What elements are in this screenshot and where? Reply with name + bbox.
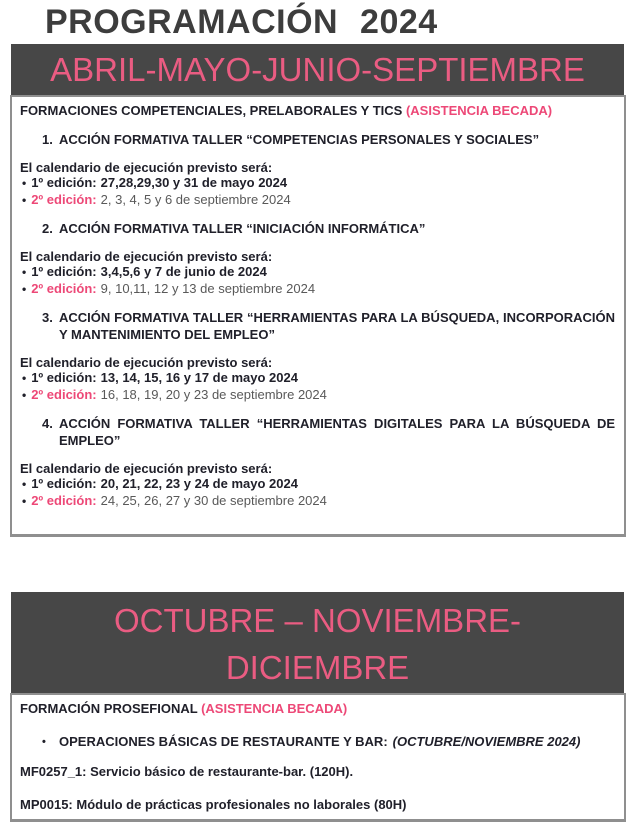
- item-3-edition1-dates: 13, 14, 15, 16 y 17 de mayo 2024: [100, 370, 298, 385]
- item-1-calendar-intro: El calendario de ejecución previsto será:: [20, 160, 273, 175]
- item-2-calendar-intro: El calendario de ejecución previsto será:: [20, 249, 273, 264]
- module-line-mf0257: MF0257_1: Servicio básico de restaurante-bar. (120H).: [20, 764, 354, 779]
- item-4-title: ACCIÓN FORMATIVA TALLER “HERRAMIENTAS DIGITALES PARA LA BÚSQUEDA DE EMPLEO”: [59, 416, 615, 448]
- item-3-edition2-line: [20, 387, 616, 404]
- item-4-calendar-intro: El calendario de ejecución previsto será:: [20, 461, 273, 476]
- item-2-edition2-label: 2º edición:: [31, 280, 97, 296]
- bullet-icon: •: [22, 477, 27, 491]
- section2-box: [10, 693, 626, 822]
- item-2-edition1-line: [20, 264, 616, 281]
- module-line-mp0015: MP0015: Módulo de prácticas profesionales no laborales (80H): [20, 797, 407, 812]
- formative-action-item-2: [20, 220, 616, 297]
- section1-box: [10, 95, 626, 537]
- section2-asistencia-badge: (ASISTENCIA BECADA): [201, 701, 348, 716]
- item-4-edition1-label: 1º edición:: [31, 476, 97, 491]
- item-3-calendar-intro: El calendario de ejecución previsto será:: [20, 355, 273, 370]
- item-3-edition2-dates: 16, 18, 19, 20 y 23 de septiembre 2024: [100, 386, 327, 402]
- formative-action-item-1: [20, 131, 616, 208]
- item-4-edition2-line: [20, 493, 616, 510]
- item-1-number: 1.: [42, 132, 53, 147]
- section1-banner: [11, 44, 624, 95]
- item-3-title: ACCIÓN FORMATIVA TALLER “HERRAMIENTAS PARA LA BÚSQUEDA, INCORPORACIÓN Y MANTENIMIENTO DEL EMPLEO”: [59, 310, 615, 342]
- item-1-edition2-line: [20, 192, 616, 209]
- item-1-title: ACCIÓN FORMATIVA TALLER “COMPETENCIAS PERSONALES Y SOCIALES”: [59, 132, 540, 147]
- item-2-edition2-line: [20, 281, 616, 298]
- formative-action-item-3: [20, 309, 616, 403]
- item-2-edition1-label: 1º edición:: [31, 264, 97, 279]
- section1-banner-label: ABRIL-MAYO-JUNIO-SEPTIEMBRE: [50, 51, 585, 88]
- bullet-icon: •: [22, 192, 27, 207]
- course-dates: (OCTUBRE/NOVIEMBRE 2024): [392, 734, 581, 749]
- item-2-title: ACCIÓN FORMATIVA TALLER “INICIACIÓN INFORMÁTICA”: [59, 221, 426, 236]
- item-4-edition1-dates: 20, 21, 22, 23 y 24 de mayo 2024: [100, 476, 298, 491]
- item-4-title-row: [42, 415, 616, 449]
- item-1-edition1-dates: 27,28,29,30 y 31 de mayo 2024: [100, 175, 288, 190]
- formative-action-item-4: [20, 415, 616, 509]
- section2-header-text: FORMACIÓN PROSEFIONAL: [20, 701, 198, 716]
- item-2-edition2-dates: 9, 10,11, 12 y 13 de septiembre 2024: [100, 280, 316, 296]
- item-3-edition1-label: 1º edición:: [31, 370, 97, 385]
- page-title: PROGRAMACIÓN 2024: [45, 3, 438, 41]
- bullet-icon: •: [22, 265, 27, 279]
- item-2-edition1-dates: 3,4,5,6 y 7 de junio de 2024: [100, 264, 267, 279]
- bullet-icon: •: [42, 736, 46, 748]
- item-1-edition2-dates: 2, 3, 4, 5 y 6 de septiembre 2024: [100, 191, 291, 207]
- item-2-number: 2.: [42, 221, 53, 236]
- bullet-icon: •: [22, 493, 27, 508]
- item-2-title-row: [42, 220, 616, 237]
- item-3-title-row: [42, 309, 616, 343]
- item-3-number: 3.: [42, 310, 53, 325]
- bullet-icon: •: [22, 176, 27, 190]
- bullet-icon: •: [22, 387, 27, 402]
- item-4-edition2-label: 2º edición:: [31, 492, 97, 508]
- section2-banner: [11, 592, 624, 693]
- bullet-icon: •: [22, 371, 27, 385]
- item-1-edition1-line: [20, 175, 616, 192]
- course-title: OPERACIONES BÁSICAS DE RESTAURANTE Y BAR:: [59, 734, 388, 749]
- item-1-edition1-label: 1º edición:: [31, 175, 97, 190]
- item-4-edition2-dates: 24, 25, 26, 27 y 30 de septiembre 2024: [100, 492, 327, 508]
- bullet-icon: •: [22, 281, 27, 296]
- item-3-edition1-line: [20, 370, 616, 387]
- section2-header: [20, 701, 616, 717]
- section1-header: [20, 103, 616, 119]
- item-4-edition1-line: [20, 476, 616, 493]
- item-3-edition2-label: 2º edición:: [31, 386, 97, 402]
- item-1-title-row: [42, 131, 616, 148]
- section1-header-text: FORMACIONES COMPETENCIALES, PRELABORALES Y TICS: [20, 103, 403, 118]
- section2-banner-line2: DICIEMBRE: [225, 649, 410, 686]
- course-line: [42, 734, 616, 750]
- item-1-edition2-label: 2º edición:: [31, 191, 97, 207]
- section1-asistencia-badge: (ASISTENCIA BECADA): [405, 103, 553, 118]
- item-4-number: 4.: [42, 416, 53, 431]
- section2-banner-line1: OCTUBRE – NOVIEMBRE-: [113, 602, 522, 639]
